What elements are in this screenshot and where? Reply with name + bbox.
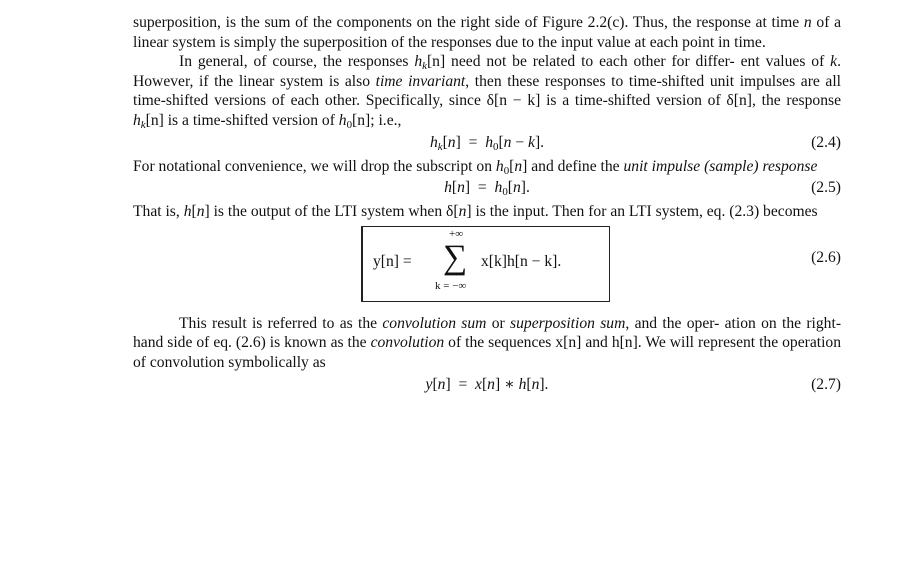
- eq26-rhs: x[k]h[n − k].: [481, 252, 562, 270]
- equation-number: (2.6): [811, 248, 841, 266]
- p2-h0-sub: 0: [346, 118, 353, 131]
- paragraph-4: That is, h[n] is the output of the LTI system when δ[n] is the input. Then for an LTI system, eq. (2.3) becomes: [133, 203, 818, 221]
- p1-line1: superposition, is the sum of the components on the right side of Figure 2.2(c). Thus, the: [133, 14, 692, 31]
- text-body: [133, 13, 841, 399]
- p2-h2-sub: k: [140, 118, 146, 131]
- sum-upper-limit: +∞: [449, 227, 464, 240]
- p2-text-c: ent values of: [740, 53, 831, 71]
- p2-text-e: , then these responses: [465, 72, 606, 90]
- equation-2-7-body: y[n] = x[n] ∗ h[n].: [425, 375, 549, 393]
- p5-text-a: This result is referred to as the: [179, 314, 383, 332]
- paragraph-2: [133, 52, 841, 130]
- p3-text-a: For notational convenience, we will drop the subscript on: [133, 157, 496, 175]
- p2-h0-arg: [n]: [352, 111, 371, 129]
- equation-2-4: [133, 133, 841, 155]
- p2-h2: h: [133, 111, 141, 129]
- p4-text-d: eq. (2.3) becomes: [706, 203, 818, 221]
- p1-line2b: of a linear system is simply the superposition of the responses due to: [133, 14, 841, 51]
- equation-2-6: [133, 226, 841, 304]
- p2-text-b: need not be related to each other for differ-: [445, 53, 735, 71]
- p2-h-sub: k: [422, 60, 427, 73]
- p2-text-a: In general, of course, the responses: [179, 53, 415, 71]
- equation-number: (2.7): [811, 375, 841, 393]
- sum-lower-limit: k = −∞: [435, 279, 467, 292]
- p5-superposition-sum: superposition sum: [510, 314, 626, 332]
- convolution-sum-formula: [373, 227, 603, 300]
- p4-text-c: is the input. Then for an LTI system,: [471, 203, 703, 221]
- p1-line3: the input value at each point in time.: [537, 33, 766, 51]
- p4-text-b: is the output of the LTI system when: [209, 203, 447, 221]
- p2-h2-arg: [n]: [145, 111, 164, 129]
- p2-text-g: δ[n − k] is a time-shifted version of δ[n], the response: [486, 92, 841, 110]
- equation-2-5-body: $h[n] = h_0[n]$.: [444, 179, 530, 199]
- p1-line2a: response at time: [696, 14, 804, 31]
- p2-text-d: . However, if the linear system is also: [133, 53, 841, 90]
- p1-var-n: n: [803, 14, 812, 31]
- p5-text-e: , and the oper-: [625, 314, 720, 332]
- eq26-lhs: y[n] =: [373, 252, 412, 270]
- equation-number: (2.4): [811, 133, 841, 151]
- p2-h0: h: [338, 111, 347, 129]
- p3-text-b: and define the: [527, 157, 624, 175]
- p2-text-f: to time-shifted unit impulses are all time-shifted versions of each other. Specifically, since: [133, 72, 841, 110]
- p5-convolution: convolution: [370, 334, 445, 352]
- summation-icon: ∑: [443, 238, 468, 276]
- paragraph-3: For notational convenience, we will drop the subscript on $h_0[n]$ and define the unit impulse (sample) response: [133, 157, 818, 177]
- p2-text-h: is a time-shifted version of: [163, 111, 335, 129]
- equation-2-5: [133, 178, 841, 200]
- equation-number: (2.5): [811, 179, 841, 197]
- equation-2-4-body: $h_k[n] = h_0[n - k]$.: [429, 133, 545, 153]
- equation-2-7: [133, 375, 841, 397]
- p5-text-f: ation on the right-hand side of eq. (2.6) is known as the: [133, 314, 842, 352]
- p2-h-arg: [n]: [426, 53, 446, 71]
- p5-convolution-sum: convolution sum: [382, 314, 487, 332]
- paragraph-1: [133, 13, 841, 52]
- p2-text-j: ; i.e.,: [370, 111, 402, 129]
- p2-time-invariant: time invariant: [375, 72, 466, 90]
- p3-unit-impulse: unit impulse: [623, 157, 701, 175]
- p4-text-a: That is,: [133, 203, 184, 221]
- p5-text-i: and h[n]. We will represent the operation of convolution symbolically as: [133, 334, 842, 371]
- p2-var-k: k: [830, 53, 838, 71]
- p5-text-c: or: [486, 314, 511, 332]
- p5-text-h: of the sequences x[n]: [444, 334, 582, 352]
- p3-sample-response: (sample) response: [704, 157, 818, 175]
- p2-h: h: [414, 53, 423, 71]
- paragraph-5: [133, 314, 841, 373]
